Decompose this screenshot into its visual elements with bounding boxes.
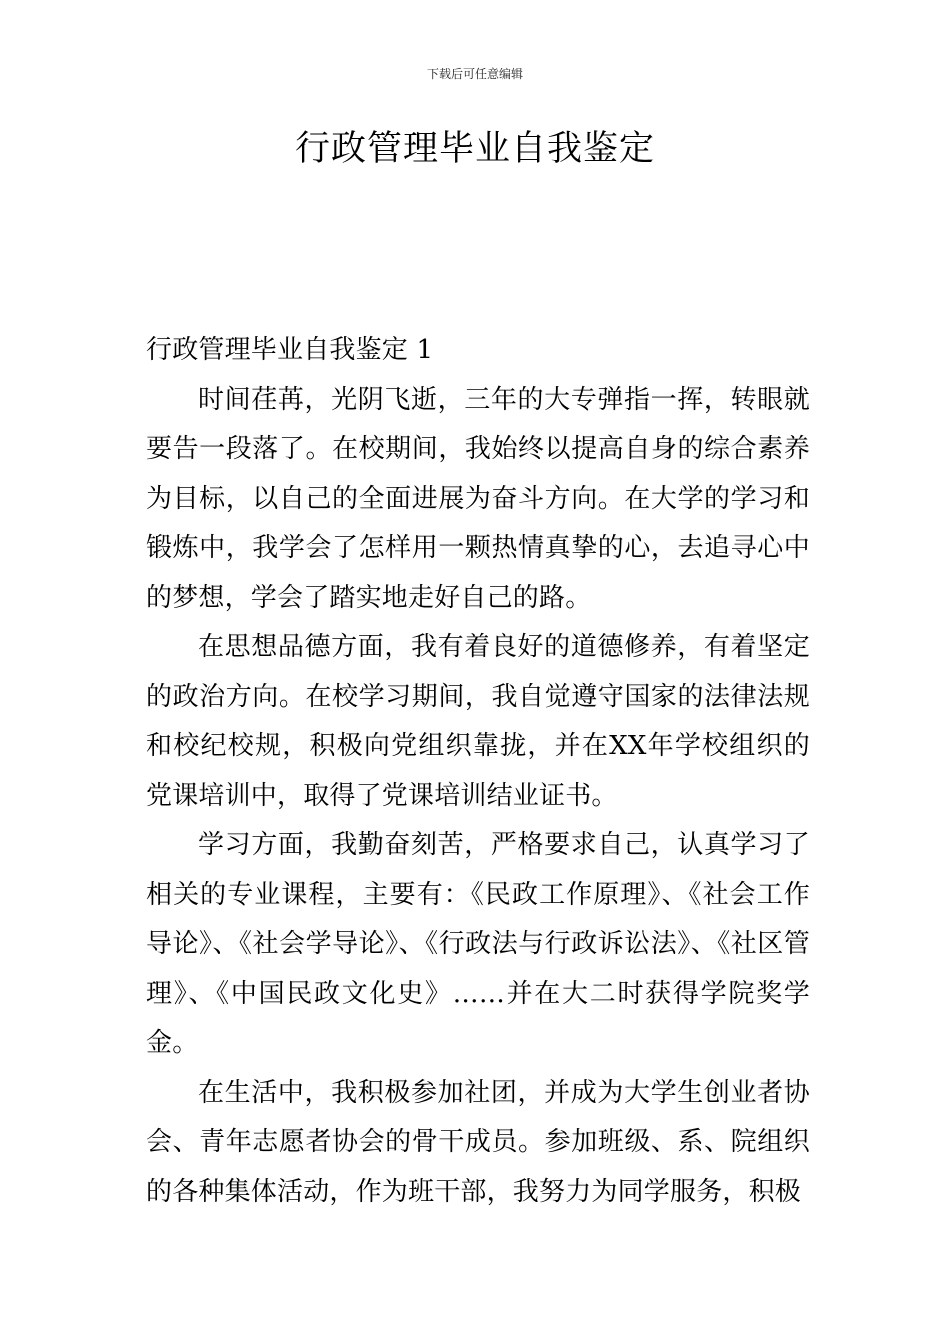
paragraph-ideology: 在思想品德方面，我有着良好的道德修养，有着坚定的政治方向。在校学习期间，我自觉遵守国家的法律法规和校纪校规，积极向党组织靠拢，并在XX年学校组织的党课培训中，取得了党课培训结业证书。 (146, 632, 810, 811)
document-body (146, 326, 810, 1217)
header-note: 下载后可任意编辑 (426, 67, 523, 81)
page-title: 行政管理毕业自我鉴定 (294, 129, 655, 169)
paragraph-study: 学习方面，我勤奋刻苦，严格要求自己，认真学习了相关的专业课程，主要有：《民政工作原理》、《社会工作导论》、《社会学导论》、《行政法与行政诉讼法》、《社区管理》、《中国民政文化史》……并在大二时获得学院奖学金。 (146, 830, 810, 1058)
paragraph-intro: 时间荏苒，光阴飞逝，三年的大专弹指一挥，转眼就要告一段落了。在校期间，我始终以提高自身的综合素养为目标，以自己的全面进展为奋斗方向。在大学的学习和锻炼中，我学会了怎样用一颗热情真挚的心，去追寻心中的梦想，学会了踏实地走好自己的路。 (146, 384, 810, 613)
paragraph-life: 在生活中，我积极参加社团，并成为大学生创业者协会、青年志愿者协会的骨干成员。参加班级、系、院组织的各种集体活动，作为班干部，我努力为同学服务，积极 (146, 1077, 810, 1207)
section-heading: 行政管理毕业自我鉴定 1 (146, 335, 434, 365)
